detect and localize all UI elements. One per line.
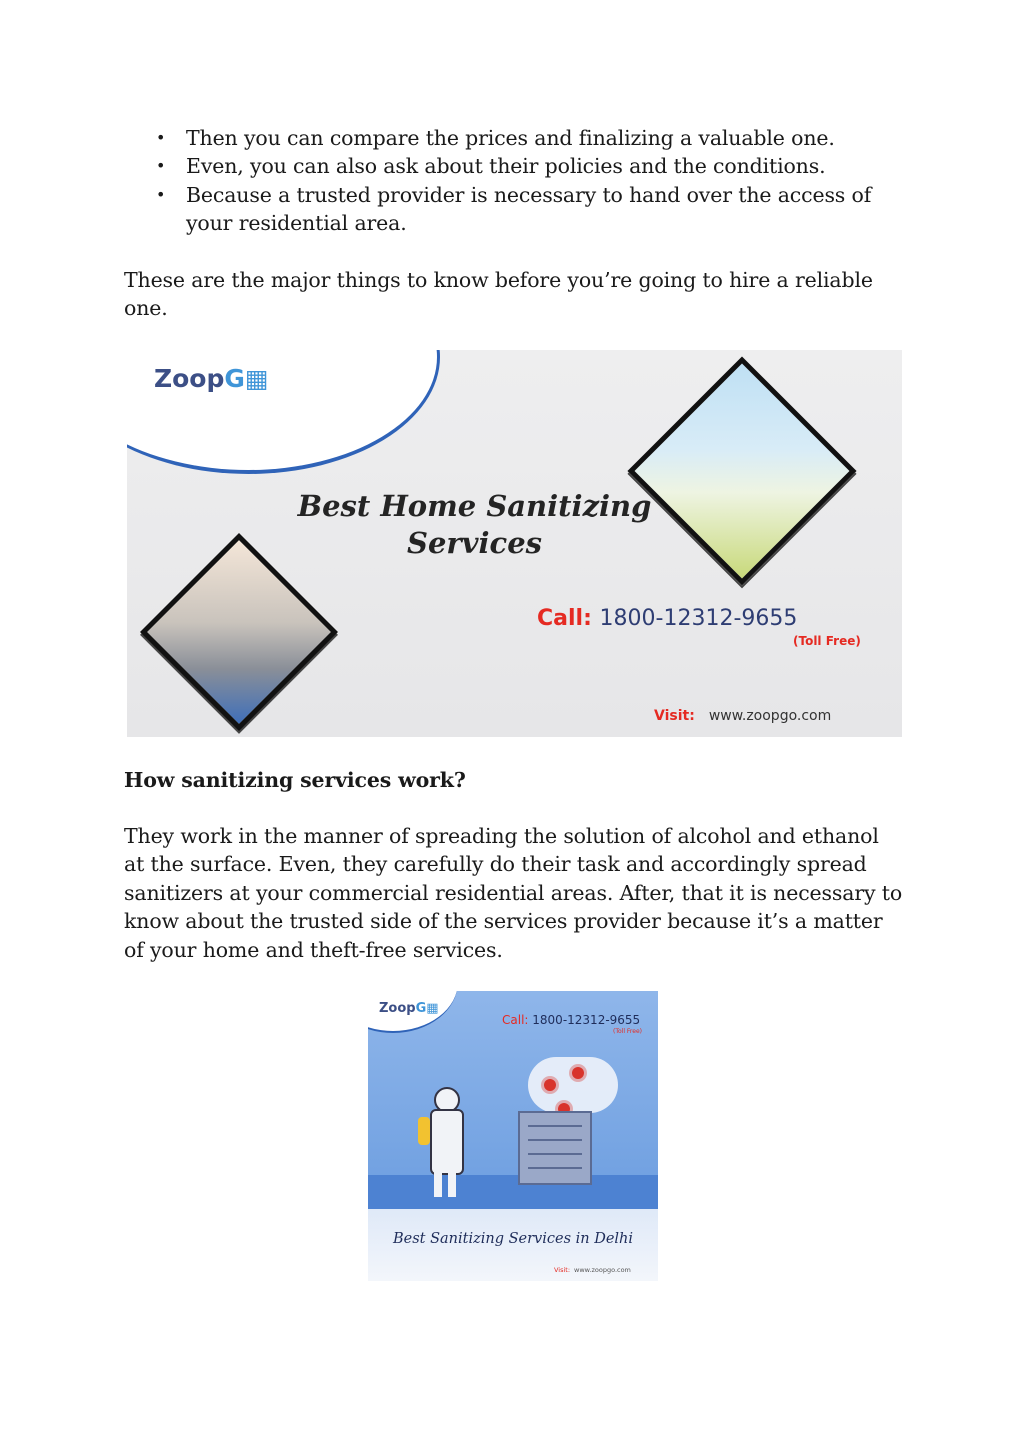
list-item: • Then you can compare the prices and finalizing a valuable one. — [124, 124, 904, 152]
intro-paragraph: These are the major things to know before you’re going to hire a reliable one. — [124, 268, 873, 321]
section-heading: How sanitizing services work? — [124, 768, 466, 792]
zoopgo-logo: ZoopG▦ — [154, 364, 269, 393]
phone-number: 1800-12312-9655 — [599, 606, 798, 631]
grid-globe-icon: ▦ — [244, 364, 269, 393]
delhi-sanitizing-banner — [368, 991, 658, 1281]
spray-cloud — [528, 1057, 618, 1113]
banner-title: Best Sanitizing Services in Delhi — [392, 1231, 634, 1247]
visit-line: Visit: www.zoopgo.com — [654, 708, 832, 724]
phone-number: 1800-12312-9655 — [532, 1013, 641, 1027]
call-line: Call: 1800-12312-9655 — [537, 606, 798, 631]
bullet-list — [124, 124, 904, 238]
grid-globe-icon: ▦ — [426, 1001, 439, 1016]
website-url: www.zoopgo.com — [708, 708, 832, 724]
list-item: • Because a trusted provider is necessary to hand over the access of your residential area. — [124, 181, 904, 238]
toll-free-label: (Toll Free) — [793, 634, 861, 648]
toll-free-label: (Toll Free) — [613, 1028, 642, 1035]
website-url: www.zoopgo.com — [574, 1266, 631, 1274]
zoopgo-logo: ZoopG▦ — [379, 1001, 439, 1016]
sanitizing-worker-illustration — [426, 1087, 466, 1199]
office-cabinet — [518, 1111, 592, 1185]
home-sanitizing-banner — [127, 350, 902, 737]
call-line: Call: 1800-12312-9655 — [502, 1013, 641, 1027]
virus-icon — [572, 1067, 584, 1079]
body-paragraph: They work in the manner of spreading the solution of alcohol and ethanol at the surface. Even, they carefully do their task and accordingly spread sanitizers at your commercial residential areas. After, that it is necessary to know about the trusted side of the services provider because it’s a matter of your home and theft-free services. — [124, 824, 903, 962]
virus-icon — [544, 1079, 556, 1091]
banner-title: Best Home Sanitizing Services — [297, 489, 652, 560]
list-item: • Even, you can also ask about their policies and the conditions. — [124, 152, 904, 180]
visit-line: Visit: www.zoopgo.com — [554, 1266, 631, 1274]
cleaner-woman-photo — [140, 533, 338, 731]
floor — [368, 1175, 658, 1211]
